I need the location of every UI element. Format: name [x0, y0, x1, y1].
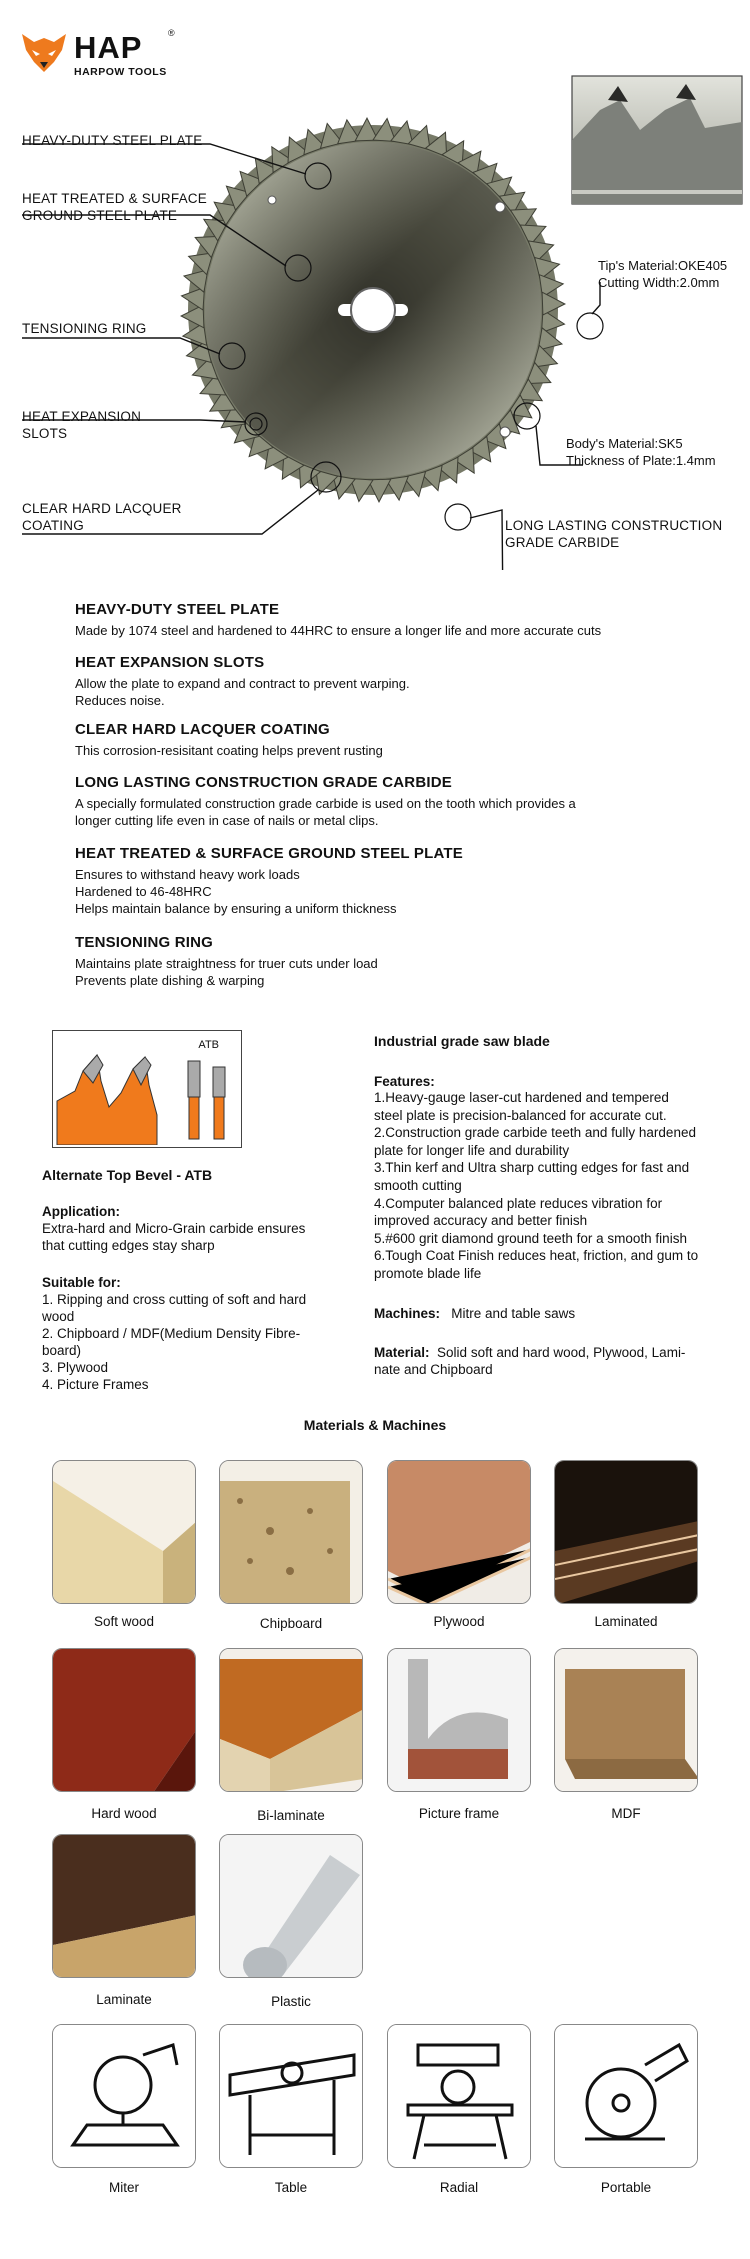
- material-label: Bi-laminate: [257, 1808, 325, 1823]
- brand-subtitle: HARPOW TOOLS: [74, 66, 167, 78]
- suitable-title: Suitable for:: [42, 1275, 121, 1290]
- suitable-item: 1. Ripping and cross cutting of soft and hard wood: [42, 1292, 307, 1324]
- feature-carbide: [75, 774, 695, 829]
- feature-heat-expansion: [75, 654, 695, 709]
- feature-text: Maintains plate straightness for truer cuts under load Prevents plate dishing & warping: [75, 956, 378, 988]
- machine-table: [219, 2024, 363, 2168]
- feature-title: HEAT EXPANSION SLOTS: [75, 654, 265, 671]
- material-label: Plywood: [433, 1614, 485, 1629]
- spec-cutting-width: Cutting Width:2.0mm: [598, 275, 720, 290]
- feature-title: HEAT TREATED & SURFACE GROUND STEEL PLATE: [75, 845, 463, 862]
- callout-construction-carbide: LONG LASTING CONSTRUCTION GRADE CARBIDE: [505, 518, 723, 550]
- atb-box-label: ATB: [198, 1039, 219, 1051]
- machine-radial: [387, 2024, 531, 2168]
- spec-tip-material: Tip's Material:OKE405: [598, 258, 728, 273]
- feature-text: Made by 1074 steel and hardened to 44HRC to ensure a longer life and more accurate cuts: [75, 623, 602, 638]
- feature-text: A specially formulated construction grade carbide is used on the tooth which provides a longer cutting life even in case of nails or metal clips.: [75, 796, 576, 828]
- atb-tooth-diagram: [52, 1030, 242, 1148]
- machines-label: Machines:: [374, 1306, 441, 1321]
- material-label: Material:: [374, 1345, 430, 1360]
- material-label: Hard wood: [91, 1806, 157, 1821]
- spec-body-material: Body's Material:SK5: [566, 436, 683, 451]
- material-label: Picture frame: [418, 1806, 500, 1821]
- features-text: 1.Heavy-gauge laser-cut hardened and tempered steel plate is precision-balanced for accurate cut. 2.Construction grade carbide teeth and fully hardened plate for longer life and durability 3.Thin kerf and Ultra sharp cutting edges for fast and smooth cutting 4.Computer balanced plate reduces vibration for improved accuracy and better finish 5.#600 grit diamond ground teeth for a smooth finish 6.Tough Coat Finish reduces heat, friction, and gum to promote blade life: [374, 1090, 699, 1281]
- material-label: Chipboard: [259, 1616, 323, 1631]
- radial-saw-icon: [388, 2025, 531, 2168]
- suitable-item: 2. Chipboard / MDF(Medium Density Fibre- board): [42, 1326, 301, 1358]
- tooth-closeup-inset: [572, 76, 742, 204]
- industrial-title: Industrial grade saw blade: [374, 1033, 550, 1049]
- registered-mark: ®: [168, 28, 175, 38]
- arbor-hole: [351, 288, 395, 332]
- miter-saw-icon: [53, 2025, 196, 2168]
- features-title: Features:: [374, 1074, 435, 1089]
- callout-clear-hard-lacquer: CLEAR HARD LACQUER COATING: [22, 501, 182, 533]
- machine-miter: [52, 2024, 196, 2168]
- spec-plate-thickness: Thickness of Plate:1.4mm: [566, 453, 716, 468]
- material-label: Laminated: [594, 1614, 658, 1629]
- portable-saw-icon: [555, 2025, 698, 2168]
- machines-value: Mitre and table saws: [451, 1306, 576, 1321]
- material-plastic: [219, 1834, 363, 1978]
- feature-lacquer: [75, 721, 695, 759]
- machine-portable: [554, 2024, 698, 2168]
- machine-label: Table: [274, 2180, 308, 2195]
- material-laminated: [554, 1460, 698, 1604]
- callout-heat-expansion-slots: HEAT EXPANSION SLOTS: [22, 409, 142, 441]
- table-saw-icon: [220, 2025, 363, 2168]
- material-bi-laminate: [219, 1648, 363, 1792]
- machines-line: [374, 1305, 575, 1322]
- feature-heat-treated: [75, 845, 695, 917]
- machine-label: Portable: [600, 2180, 652, 2195]
- suitable-item: 3. Plywood: [42, 1360, 109, 1375]
- material-value: Solid soft and hard wood, Plywood, Lami- nate and Chipboard: [374, 1345, 686, 1377]
- feature-heavy-duty: [75, 601, 695, 639]
- feature-title: CLEAR HARD LACQUER COATING: [75, 721, 330, 738]
- material-hard-wood: [52, 1648, 196, 1792]
- material-label: Laminate: [96, 1992, 152, 2007]
- feature-text: Allow the plate to expand and contract to prevent warping. Reduces noise.: [75, 676, 410, 708]
- feature-text: Ensures to withstand heavy work loads Hardened to 46-48HRC Helps maintain balance by ensuring a uniform thickness: [75, 867, 397, 916]
- feature-text: This corrosion-resisitant coating helps prevent rusting: [75, 743, 383, 758]
- material-soft-wood: [52, 1460, 196, 1604]
- material-label: Soft wood: [93, 1614, 155, 1629]
- feature-title: LONG LASTING CONSTRUCTION GRADE CARBIDE: [75, 774, 452, 791]
- material-picture-frame: [387, 1648, 531, 1792]
- machine-label: Miter: [109, 2180, 139, 2195]
- feature-title: TENSIONING RING: [75, 934, 214, 951]
- suitable-item: 4. Picture Frames: [42, 1377, 149, 1392]
- material-chipboard: [219, 1460, 363, 1604]
- material-label: Plastic: [271, 1994, 311, 2009]
- atb-title: Alternate Top Bevel - ATB: [42, 1167, 213, 1183]
- feature-tensioning: [75, 934, 695, 989]
- application-text: Extra-hard and Micro-Grain carbide ensures that cutting edges stay sharp: [42, 1221, 306, 1253]
- material-plywood: [387, 1460, 531, 1604]
- callout-heat-treated-plate: HEAT TREATED & SURFACE GROUND STEEL PLATE: [22, 191, 207, 223]
- material-laminate: [52, 1834, 196, 1978]
- material-line: [374, 1344, 734, 1378]
- callout-heavy-duty-steel-plate: HEAVY-DUTY STEEL PLATE: [22, 133, 203, 148]
- callout-tensioning-ring: TENSIONING RING: [22, 321, 147, 336]
- material-label: MDF: [611, 1806, 641, 1821]
- feature-title: HEAVY-DUTY STEEL PLATE: [75, 601, 280, 618]
- machine-label: Radial: [439, 2180, 479, 2195]
- material-mdf: [554, 1648, 698, 1792]
- fox-logo-icon: [18, 28, 70, 76]
- brand-name: HAP: [74, 30, 143, 65]
- application-title: Application:: [42, 1204, 120, 1219]
- materials-title: Materials & Machines: [303, 1417, 447, 1433]
